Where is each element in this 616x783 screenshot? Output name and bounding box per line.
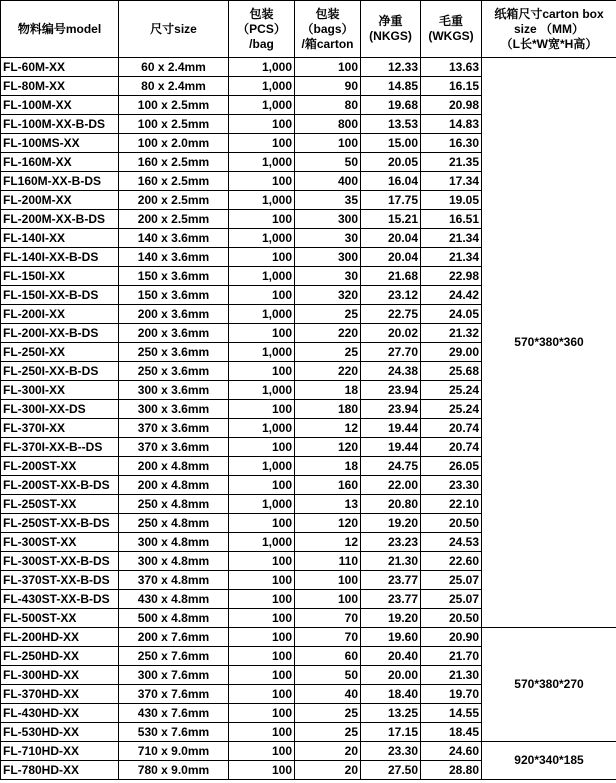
cell-bags-per-carton: 100 — [295, 590, 361, 609]
cell-bags-per-carton: 25 — [295, 305, 361, 324]
cell-net-weight: 19.20 — [361, 514, 421, 533]
header-size: 尺寸size — [119, 1, 229, 58]
cell-size: 500 x 4.8mm — [119, 609, 229, 628]
cell-net-weight: 19.60 — [361, 628, 421, 647]
cell-size: 300 x 4.8mm — [119, 533, 229, 552]
cell-bags-per-carton: 100 — [295, 571, 361, 590]
cell-size: 300 x 4.8mm — [119, 552, 229, 571]
cell-gross-weight: 18.45 — [421, 723, 482, 742]
cell-pcs-per-bag: 1,000 — [229, 457, 295, 476]
cell-pcs-per-bag: 100 — [229, 685, 295, 704]
cell-bags-per-carton: 20 — [295, 761, 361, 780]
cell-pcs-per-bag: 100 — [229, 742, 295, 761]
cell-model: FL-250HD-XX — [1, 647, 119, 666]
cell-gross-weight: 19.05 — [421, 191, 482, 210]
cell-pcs-per-bag: 100 — [229, 438, 295, 457]
cell-gross-weight: 25.68 — [421, 362, 482, 381]
cell-size: 160 x 2.5mm — [119, 172, 229, 191]
cell-size: 250 x 7.6mm — [119, 647, 229, 666]
cell-size: 100 x 2.5mm — [119, 96, 229, 115]
header-bags-line2: （bags） — [301, 21, 354, 36]
table-row — [1, 742, 616, 761]
cell-pcs-per-bag: 1,000 — [229, 343, 295, 362]
cell-model: FL-100M-XX — [1, 96, 119, 115]
cell-net-weight: 15.21 — [361, 210, 421, 229]
cell-bags-per-carton: 13 — [295, 495, 361, 514]
cell-gross-weight: 28.80 — [421, 761, 482, 780]
cell-pcs-per-bag: 1,000 — [229, 58, 295, 77]
cell-model: FL-200I-XX — [1, 305, 119, 324]
cell-pcs-per-bag: 1,000 — [229, 381, 295, 400]
cell-pcs-per-bag: 1,000 — [229, 533, 295, 552]
cell-bags-per-carton: 25 — [295, 723, 361, 742]
cell-pcs-per-bag: 100 — [229, 514, 295, 533]
cell-gross-weight: 22.60 — [421, 552, 482, 571]
cell-gross-weight: 14.55 — [421, 704, 482, 723]
cell-pcs-per-bag: 100 — [229, 590, 295, 609]
cell-bags-per-carton: 180 — [295, 400, 361, 419]
header-carton-size — [482, 1, 616, 58]
table-row — [1, 628, 616, 647]
cell-net-weight: 18.40 — [361, 685, 421, 704]
cell-model: FL-300HD-XX — [1, 666, 119, 685]
header-model: 物料编号model — [1, 1, 119, 58]
cell-size: 250 x 3.6mm — [119, 343, 229, 362]
cell-bags-per-carton: 300 — [295, 210, 361, 229]
cell-net-weight: 27.70 — [361, 343, 421, 362]
cell-size: 250 x 4.8mm — [119, 514, 229, 533]
cell-bags-per-carton: 25 — [295, 704, 361, 723]
cell-gross-weight: 20.98 — [421, 96, 482, 115]
cell-bags-per-carton: 30 — [295, 267, 361, 286]
cell-size: 370 x 3.6mm — [119, 419, 229, 438]
cell-gross-weight: 25.07 — [421, 571, 482, 590]
cell-size: 200 x 3.6mm — [119, 305, 229, 324]
header-pcs-line1: 包装 — [249, 6, 274, 21]
cell-gross-weight: 20.50 — [421, 514, 482, 533]
table-body — [1, 58, 616, 780]
cell-net-weight: 20.80 — [361, 495, 421, 514]
header-carton-line1: 纸箱尺寸carton box — [494, 6, 604, 21]
cell-model: FL-200ST-XX-B-DS — [1, 476, 119, 495]
cell-pcs-per-bag: 100 — [229, 476, 295, 495]
cell-pcs-per-bag: 100 — [229, 172, 295, 191]
cell-bags-per-carton: 100 — [295, 134, 361, 153]
cell-net-weight: 22.00 — [361, 476, 421, 495]
cell-size: 250 x 3.6mm — [119, 362, 229, 381]
header-nw-line1: 净重 — [378, 14, 403, 28]
cell-bags-per-carton: 300 — [295, 248, 361, 267]
cell-gross-weight: 20.50 — [421, 609, 482, 628]
cell-bags-per-carton: 70 — [295, 609, 361, 628]
cell-net-weight: 12.33 — [361, 58, 421, 77]
cell-net-weight: 13.25 — [361, 704, 421, 723]
cell-model: FL-300I-XX — [1, 381, 119, 400]
cell-model: FL-250I-XX-B-DS — [1, 362, 119, 381]
header-carton-line2: size （MM） — [513, 21, 584, 36]
cell-pcs-per-bag: 1,000 — [229, 495, 295, 514]
cell-bags-per-carton: 30 — [295, 229, 361, 248]
cell-bags-per-carton: 220 — [295, 324, 361, 343]
cell-net-weight: 19.20 — [361, 609, 421, 628]
cell-net-weight: 19.44 — [361, 419, 421, 438]
cell-size: 200 x 7.6mm — [119, 628, 229, 647]
cell-net-weight: 20.05 — [361, 153, 421, 172]
cell-model: FL160M-XX-B-DS — [1, 172, 119, 191]
cell-model: FL-370ST-XX-B-DS — [1, 571, 119, 590]
cell-bags-per-carton: 70 — [295, 628, 361, 647]
cell-pcs-per-bag: 100 — [229, 324, 295, 343]
cell-gross-weight: 21.30 — [421, 666, 482, 685]
cell-bags-per-carton: 20 — [295, 742, 361, 761]
cell-carton-size: 920*340*185 — [482, 742, 616, 780]
cell-model: FL-150I-XX — [1, 267, 119, 286]
cell-gross-weight: 17.34 — [421, 172, 482, 191]
cell-gross-weight: 25.24 — [421, 400, 482, 419]
cell-model: FL-370HD-XX — [1, 685, 119, 704]
table-header — [1, 1, 616, 58]
cell-model: FL-140I-XX — [1, 229, 119, 248]
cell-size: 200 x 4.8mm — [119, 457, 229, 476]
cell-pcs-per-bag: 100 — [229, 400, 295, 419]
cell-net-weight: 23.12 — [361, 286, 421, 305]
cell-bags-per-carton: 12 — [295, 533, 361, 552]
cell-gross-weight: 24.05 — [421, 305, 482, 324]
cell-size: 430 x 4.8mm — [119, 590, 229, 609]
cell-pcs-per-bag: 100 — [229, 628, 295, 647]
header-net-weight — [361, 1, 421, 58]
cell-net-weight: 19.44 — [361, 438, 421, 457]
cell-net-weight: 23.94 — [361, 400, 421, 419]
cell-gross-weight: 24.53 — [421, 533, 482, 552]
cell-pcs-per-bag: 1,000 — [229, 77, 295, 96]
cell-gross-weight: 24.60 — [421, 742, 482, 761]
cell-gross-weight: 22.98 — [421, 267, 482, 286]
cell-model: FL-530HD-XX — [1, 723, 119, 742]
cell-bags-per-carton: 110 — [295, 552, 361, 571]
cell-bags-per-carton: 18 — [295, 381, 361, 400]
cell-pcs-per-bag: 100 — [229, 210, 295, 229]
header-pcs-line2: （PCS） — [237, 21, 286, 36]
cell-pcs-per-bag: 1,000 — [229, 267, 295, 286]
cell-bags-per-carton: 220 — [295, 362, 361, 381]
cell-size: 200 x 2.5mm — [119, 210, 229, 229]
header-gw-line1: 毛重 — [438, 14, 463, 28]
cell-net-weight: 27.50 — [361, 761, 421, 780]
cell-gross-weight: 16.15 — [421, 77, 482, 96]
cell-net-weight: 23.23 — [361, 533, 421, 552]
cell-net-weight: 16.04 — [361, 172, 421, 191]
cell-size: 300 x 3.6mm — [119, 381, 229, 400]
cell-model: FL-250ST-XX-B-DS — [1, 514, 119, 533]
cell-size: 530 x 7.6mm — [119, 723, 229, 742]
cell-size: 430 x 7.6mm — [119, 704, 229, 723]
cell-pcs-per-bag: 1,000 — [229, 153, 295, 172]
cell-gross-weight: 25.24 — [421, 381, 482, 400]
cell-bags-per-carton: 80 — [295, 96, 361, 115]
cell-pcs-per-bag: 100 — [229, 248, 295, 267]
cell-carton-size: 570*380*360 — [482, 58, 616, 628]
cell-pcs-per-bag: 100 — [229, 134, 295, 153]
header-nw-line2: (NKGS) — [369, 29, 412, 43]
cell-gross-weight: 21.34 — [421, 229, 482, 248]
cell-gross-weight: 21.35 — [421, 153, 482, 172]
cell-net-weight: 22.75 — [361, 305, 421, 324]
cell-bags-per-carton: 35 — [295, 191, 361, 210]
cell-net-weight: 20.00 — [361, 666, 421, 685]
cell-bags-per-carton: 320 — [295, 286, 361, 305]
header-gw-line2: (WKGS) — [428, 29, 474, 43]
cell-gross-weight: 21.70 — [421, 647, 482, 666]
cell-pcs-per-bag: 100 — [229, 362, 295, 381]
cell-net-weight: 21.30 — [361, 552, 421, 571]
cell-gross-weight: 25.07 — [421, 590, 482, 609]
cell-net-weight: 23.77 — [361, 571, 421, 590]
cell-bags-per-carton: 120 — [295, 438, 361, 457]
cell-model: FL-150I-XX-B-DS — [1, 286, 119, 305]
cell-gross-weight: 29.00 — [421, 343, 482, 362]
cell-model: FL-370I-XX-B--DS — [1, 438, 119, 457]
cell-pcs-per-bag: 100 — [229, 115, 295, 134]
cell-gross-weight: 14.83 — [421, 115, 482, 134]
cell-gross-weight: 13.63 — [421, 58, 482, 77]
cell-gross-weight: 20.90 — [421, 628, 482, 647]
cell-size: 150 x 3.6mm — [119, 267, 229, 286]
cell-pcs-per-bag: 100 — [229, 723, 295, 742]
cell-bags-per-carton: 400 — [295, 172, 361, 191]
cell-size: 300 x 7.6mm — [119, 666, 229, 685]
cell-model: FL-80M-XX — [1, 77, 119, 96]
cell-carton-size: 570*380*270 — [482, 628, 616, 742]
cell-model: FL-430HD-XX — [1, 704, 119, 723]
cell-gross-weight: 21.32 — [421, 324, 482, 343]
cell-size: 140 x 3.6mm — [119, 229, 229, 248]
cell-bags-per-carton: 50 — [295, 666, 361, 685]
cell-size: 200 x 3.6mm — [119, 324, 229, 343]
cell-gross-weight: 20.74 — [421, 419, 482, 438]
cell-gross-weight: 20.74 — [421, 438, 482, 457]
cell-net-weight: 20.40 — [361, 647, 421, 666]
cell-model: FL-200I-XX-B-DS — [1, 324, 119, 343]
cell-size: 200 x 4.8mm — [119, 476, 229, 495]
cell-pcs-per-bag: 100 — [229, 286, 295, 305]
cell-model: FL-200M-XX — [1, 191, 119, 210]
header-bags-per-carton — [295, 1, 361, 58]
cell-bags-per-carton: 18 — [295, 457, 361, 476]
cell-bags-per-carton: 800 — [295, 115, 361, 134]
cell-size: 200 x 2.5mm — [119, 191, 229, 210]
cell-gross-weight: 23.30 — [421, 476, 482, 495]
cell-model: FL-140I-XX-B-DS — [1, 248, 119, 267]
cell-pcs-per-bag: 100 — [229, 704, 295, 723]
cell-pcs-per-bag: 1,000 — [229, 305, 295, 324]
cell-model: FL-300ST-XX — [1, 533, 119, 552]
cell-size: 370 x 4.8mm — [119, 571, 229, 590]
cell-gross-weight: 26.05 — [421, 457, 482, 476]
cell-model: FL-200M-XX-B-DS — [1, 210, 119, 229]
cell-model: FL-430ST-XX-B-DS — [1, 590, 119, 609]
cell-model: FL-300ST-XX-B-DS — [1, 552, 119, 571]
cell-size: 250 x 4.8mm — [119, 495, 229, 514]
cell-size: 80 x 2.4mm — [119, 77, 229, 96]
table-row — [1, 58, 616, 77]
cell-bags-per-carton: 160 — [295, 476, 361, 495]
cell-pcs-per-bag: 100 — [229, 552, 295, 571]
cell-bags-per-carton: 25 — [295, 343, 361, 362]
cell-pcs-per-bag: 1,000 — [229, 96, 295, 115]
cell-net-weight: 20.02 — [361, 324, 421, 343]
cell-size: 140 x 3.6mm — [119, 248, 229, 267]
cell-bags-per-carton: 100 — [295, 58, 361, 77]
cell-size: 100 x 2.0mm — [119, 134, 229, 153]
header-bags-line3: /箱carton — [301, 36, 354, 51]
cell-net-weight: 24.38 — [361, 362, 421, 381]
cell-pcs-per-bag: 1,000 — [229, 419, 295, 438]
cell-pcs-per-bag: 100 — [229, 761, 295, 780]
cell-bags-per-carton: 120 — [295, 514, 361, 533]
cell-size: 370 x 3.6mm — [119, 438, 229, 457]
cell-gross-weight: 16.30 — [421, 134, 482, 153]
cell-model: FL-200ST-XX — [1, 457, 119, 476]
cell-size: 150 x 3.6mm — [119, 286, 229, 305]
cell-model: FL-300I-XX-DS — [1, 400, 119, 419]
cell-net-weight: 24.75 — [361, 457, 421, 476]
cell-bags-per-carton: 40 — [295, 685, 361, 704]
cell-gross-weight: 19.70 — [421, 685, 482, 704]
cell-size: 160 x 2.5mm — [119, 153, 229, 172]
header-bags-line1: 包装 — [315, 6, 340, 21]
cell-bags-per-carton: 12 — [295, 419, 361, 438]
cell-model: FL-160M-XX — [1, 153, 119, 172]
cell-model: FL-710HD-XX — [1, 742, 119, 761]
cell-size: 60 x 2.4mm — [119, 58, 229, 77]
cell-size: 370 x 7.6mm — [119, 685, 229, 704]
cell-gross-weight: 22.10 — [421, 495, 482, 514]
cell-net-weight: 14.85 — [361, 77, 421, 96]
cell-net-weight: 20.04 — [361, 248, 421, 267]
cell-model: FL-200HD-XX — [1, 628, 119, 647]
cell-net-weight: 17.75 — [361, 191, 421, 210]
cell-model: FL-250ST-XX — [1, 495, 119, 514]
cell-model: FL-250I-XX — [1, 343, 119, 362]
cell-model: FL-60M-XX — [1, 58, 119, 77]
cell-size: 780 x 9.0mm — [119, 761, 229, 780]
cell-pcs-per-bag: 100 — [229, 666, 295, 685]
cell-size: 100 x 2.5mm — [119, 115, 229, 134]
cell-pcs-per-bag: 100 — [229, 609, 295, 628]
cell-net-weight: 23.94 — [361, 381, 421, 400]
cell-gross-weight: 21.34 — [421, 248, 482, 267]
cell-model: FL-100MS-XX — [1, 134, 119, 153]
cell-net-weight: 19.68 — [361, 96, 421, 115]
cell-pcs-per-bag: 1,000 — [229, 191, 295, 210]
header-carton-line3: （L长*W宽*H高） — [500, 36, 598, 51]
cell-gross-weight: 24.42 — [421, 286, 482, 305]
cell-pcs-per-bag: 100 — [229, 571, 295, 590]
cell-model: FL-780HD-XX — [1, 761, 119, 780]
header-gross-weight — [421, 1, 482, 58]
cell-size: 710 x 9.0mm — [119, 742, 229, 761]
cell-net-weight: 17.15 — [361, 723, 421, 742]
cell-net-weight: 23.77 — [361, 590, 421, 609]
header-pcs-per-bag — [229, 1, 295, 58]
cell-bags-per-carton: 90 — [295, 77, 361, 96]
cell-model: FL-370I-XX — [1, 419, 119, 438]
cell-pcs-per-bag: 100 — [229, 647, 295, 666]
cell-net-weight: 20.04 — [361, 229, 421, 248]
cell-net-weight: 23.30 — [361, 742, 421, 761]
cell-net-weight: 13.53 — [361, 115, 421, 134]
cell-net-weight: 15.00 — [361, 134, 421, 153]
header-pcs-line3: /bag — [249, 36, 274, 51]
cell-net-weight: 21.68 — [361, 267, 421, 286]
cell-model: FL-500ST-XX — [1, 609, 119, 628]
cell-gross-weight: 16.51 — [421, 210, 482, 229]
cell-model: FL-100M-XX-B-DS — [1, 115, 119, 134]
cell-pcs-per-bag: 1,000 — [229, 229, 295, 248]
cell-bags-per-carton: 50 — [295, 153, 361, 172]
cell-bags-per-carton: 60 — [295, 647, 361, 666]
cell-size: 300 x 3.6mm — [119, 400, 229, 419]
